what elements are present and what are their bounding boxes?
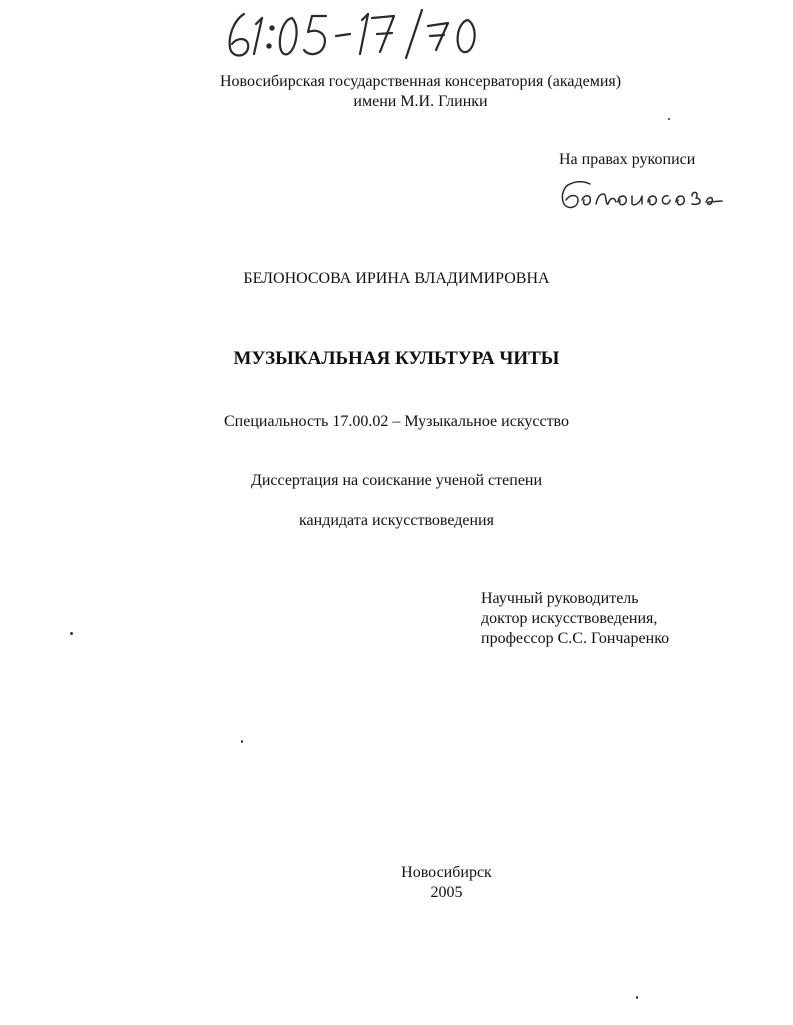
degree-line-1: Диссертация на соискание ученой степени — [250, 472, 543, 489]
scan-speck — [70, 632, 73, 635]
advisor-degree: доктор искусствоведения, — [481, 610, 658, 627]
advisor-role: Научный руководитель — [481, 590, 639, 607]
handwritten-signature — [556, 176, 728, 216]
advisor-name: профессор С.С. Гончаренко — [481, 630, 670, 647]
rights-notice: На правах рукописи — [559, 151, 696, 168]
scan-speck — [668, 118, 670, 120]
imprint-city: Новосибирск — [401, 864, 492, 881]
institution-dedication: имени М.И. Глинки — [353, 93, 488, 110]
institution-name: Новосибирская государственная консерватория (академия) — [219, 73, 622, 90]
specialty-line: Специальность 17.00.02 – Музыкальное искусство — [224, 413, 569, 430]
scan-speck — [636, 996, 638, 999]
degree-line-2: кандидата искусствоведения — [299, 512, 494, 529]
advisor-block — [481, 589, 669, 649]
imprint-year: 2005 — [430, 884, 463, 901]
imprint-block — [50, 863, 793, 903]
author-name: БЕЛОНОСОВА ИРИНА ВЛАДИМИРОВНА — [243, 270, 550, 287]
scan-speck — [241, 740, 243, 743]
handwritten-shelf-mark — [222, 6, 502, 62]
dissertation-title: МУЗЫКАЛЬНАЯ КУЛЬТУРА ЧИТЫ — [233, 348, 560, 369]
institution-block — [24, 72, 793, 112]
